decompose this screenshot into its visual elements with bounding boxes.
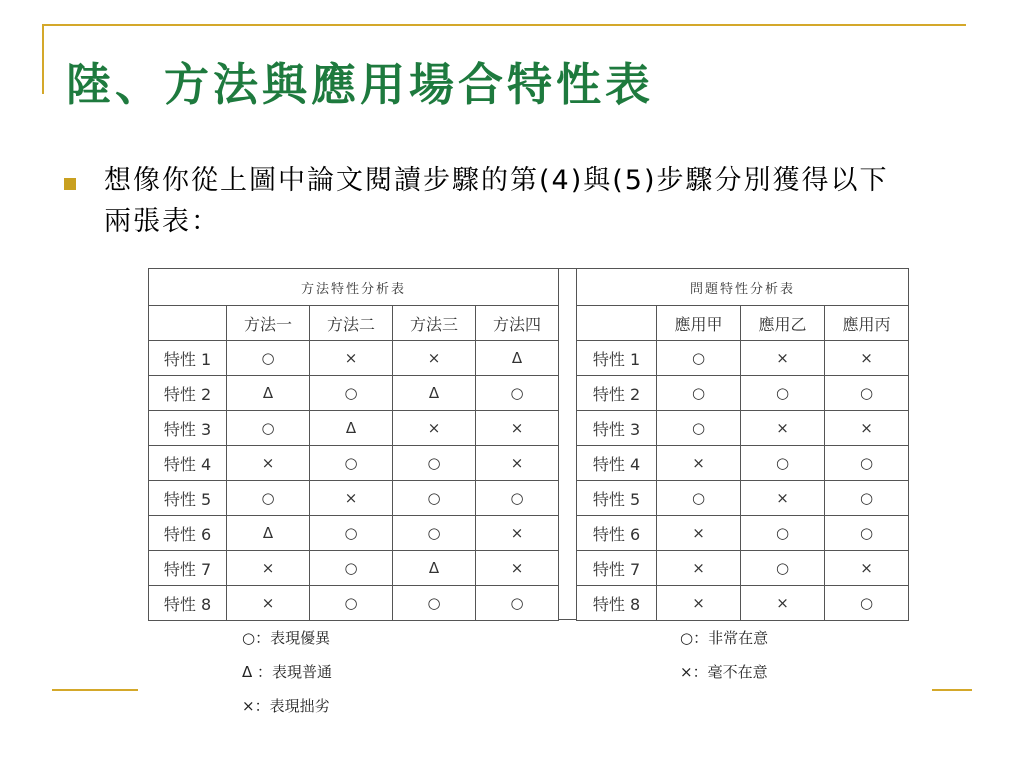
method-table-row xyxy=(149,446,559,481)
legend-item: Δ ：表現普通 xyxy=(242,663,333,681)
legend-item: ×：表現拙劣 xyxy=(242,697,330,715)
method-table-rating-cell: Δ xyxy=(310,411,393,446)
method-table-rating-cell: × xyxy=(227,551,310,586)
method-table-row-label: 特性 4 xyxy=(149,446,227,481)
method-table-rating-cell: × xyxy=(476,516,559,551)
problem-table-rating-cell: ○ xyxy=(657,376,741,411)
method-table-rating-cell: ○ xyxy=(310,376,393,411)
problem-table-row-label: 特性 7 xyxy=(577,551,657,586)
problem-table-row-label: 特性 6 xyxy=(577,516,657,551)
problem-table-row xyxy=(577,376,909,411)
method-table-row-label: 特性 1 xyxy=(149,341,227,376)
problem-table-rating-cell: ○ xyxy=(825,516,909,551)
method-table-column-header: 方法四 xyxy=(476,306,559,341)
problem-table-rating-cell: × xyxy=(657,516,741,551)
problem-table-corner-cell xyxy=(577,306,657,341)
problem-table-column-header: 應用丙 xyxy=(825,306,909,341)
method-table-row xyxy=(149,341,559,376)
problem-table-row xyxy=(577,586,909,621)
problem-table-rating-cell: ○ xyxy=(657,481,741,516)
table-gap xyxy=(558,268,576,620)
problem-table-caption: 問題特性分析表 xyxy=(577,269,909,306)
method-table-rating-cell: ○ xyxy=(227,481,310,516)
method-table-rating-cell: × xyxy=(310,341,393,376)
tables-figure xyxy=(148,268,908,620)
method-table-row xyxy=(149,551,559,586)
top-rule xyxy=(42,24,966,26)
problem-table xyxy=(576,268,909,621)
method-table-rating-cell: ○ xyxy=(476,481,559,516)
method-legend xyxy=(242,626,332,728)
problem-table-column-header: 應用甲 xyxy=(657,306,741,341)
problem-table-column-header: 應用乙 xyxy=(741,306,825,341)
method-table-rating-cell: ○ xyxy=(227,341,310,376)
problem-table-row xyxy=(577,481,909,516)
method-table-row xyxy=(149,516,559,551)
problem-table-rating-cell: × xyxy=(741,411,825,446)
method-table-rating-cell: ○ xyxy=(476,376,559,411)
slide-title: 陸、方法與應用場合特性表 xyxy=(66,58,655,111)
method-table-row-label: 特性 7 xyxy=(149,551,227,586)
method-table-row-label: 特性 3 xyxy=(149,411,227,446)
problem-table-rating-cell: × xyxy=(657,446,741,481)
method-table xyxy=(148,268,559,621)
problem-table-rating-cell: ○ xyxy=(741,516,825,551)
problem-table-rating-cell: × xyxy=(657,551,741,586)
problem-legend xyxy=(680,626,768,694)
problem-table-rating-cell: ○ xyxy=(825,446,909,481)
method-table-corner-cell xyxy=(149,306,227,341)
problem-table-rating-cell: ○ xyxy=(741,551,825,586)
method-table-rating-cell: × xyxy=(393,341,476,376)
method-table-rating-cell: × xyxy=(227,446,310,481)
method-table-row xyxy=(149,481,559,516)
problem-table-rating-cell: × xyxy=(825,551,909,586)
problem-table-rating-cell: ○ xyxy=(741,376,825,411)
problem-table-row-label: 特性 5 xyxy=(577,481,657,516)
method-table-rating-cell: ○ xyxy=(393,446,476,481)
problem-table-rating-cell: × xyxy=(825,411,909,446)
problem-table-row xyxy=(577,341,909,376)
problem-table-rating-cell: ○ xyxy=(657,411,741,446)
method-table-row xyxy=(149,411,559,446)
method-table-header-row xyxy=(149,306,559,341)
method-table-rating-cell: × xyxy=(476,446,559,481)
problem-table-rating-cell: ○ xyxy=(825,376,909,411)
method-table-row xyxy=(149,586,559,621)
legend-item: ○：非常在意 xyxy=(680,629,769,647)
method-table-rating-cell: ○ xyxy=(393,516,476,551)
method-table-rating-cell: Δ xyxy=(227,516,310,551)
method-table-caption-row xyxy=(149,269,559,306)
method-table-rating-cell: Δ xyxy=(227,376,310,411)
problem-table-row-label: 特性 2 xyxy=(577,376,657,411)
method-table-rating-cell: × xyxy=(476,411,559,446)
bullet-text: 想像你從上圖中論文閱讀步驟的第(4)與(5)步驟分別獲得以下兩張表： xyxy=(104,165,889,237)
method-table-rating-cell: ○ xyxy=(310,516,393,551)
problem-table-row xyxy=(577,551,909,586)
method-table-rating-cell: Δ xyxy=(476,341,559,376)
problem-table-row xyxy=(577,446,909,481)
problem-table-rating-cell: ○ xyxy=(825,481,909,516)
method-table-row-label: 特性 2 xyxy=(149,376,227,411)
bullet-marker xyxy=(64,178,76,190)
method-table-row-label: 特性 8 xyxy=(149,586,227,621)
method-table-rating-cell: ○ xyxy=(310,446,393,481)
method-table-rating-cell: × xyxy=(227,586,310,621)
method-table-row-label: 特性 6 xyxy=(149,516,227,551)
method-table-rating-cell: × xyxy=(393,411,476,446)
problem-table-rating-cell: × xyxy=(741,481,825,516)
method-table-rating-cell: ○ xyxy=(393,586,476,621)
left-rule xyxy=(42,24,44,94)
problem-table-row xyxy=(577,411,909,446)
problem-table-rating-cell: × xyxy=(825,341,909,376)
method-table-rating-cell: × xyxy=(310,481,393,516)
problem-table-header-row xyxy=(577,306,909,341)
method-table-row xyxy=(149,376,559,411)
method-table-column-header: 方法二 xyxy=(310,306,393,341)
method-table-rating-cell: ○ xyxy=(310,586,393,621)
method-table-caption: 方法特性分析表 xyxy=(149,269,559,306)
problem-table-row-label: 特性 1 xyxy=(577,341,657,376)
problem-table-row xyxy=(577,516,909,551)
method-table-row-label: 特性 5 xyxy=(149,481,227,516)
problem-table-rating-cell: × xyxy=(741,586,825,621)
bottom-rule-right xyxy=(932,689,972,691)
method-table-column-header: 方法一 xyxy=(227,306,310,341)
problem-table-row-label: 特性 4 xyxy=(577,446,657,481)
legend-item: ×：毫不在意 xyxy=(680,663,768,681)
problem-table-rating-cell: × xyxy=(657,586,741,621)
method-table-rating-cell: ○ xyxy=(476,586,559,621)
method-table-rating-cell: ○ xyxy=(393,481,476,516)
problem-table-row-label: 特性 8 xyxy=(577,586,657,621)
method-table-rating-cell: Δ xyxy=(393,551,476,586)
problem-table-rating-cell: ○ xyxy=(657,341,741,376)
problem-table-rating-cell: × xyxy=(741,341,825,376)
bottom-rule-left xyxy=(52,689,138,691)
method-table-rating-cell: ○ xyxy=(227,411,310,446)
problem-table-rating-cell: ○ xyxy=(825,586,909,621)
problem-table-caption-row xyxy=(577,269,909,306)
legend-item: ○：表現優異 xyxy=(242,629,331,647)
problem-table-row-label: 特性 3 xyxy=(577,411,657,446)
method-table-rating-cell: ○ xyxy=(310,551,393,586)
problem-table-rating-cell: ○ xyxy=(741,446,825,481)
method-table-rating-cell: × xyxy=(476,551,559,586)
method-table-column-header: 方法三 xyxy=(393,306,476,341)
method-table-rating-cell: Δ xyxy=(393,376,476,411)
